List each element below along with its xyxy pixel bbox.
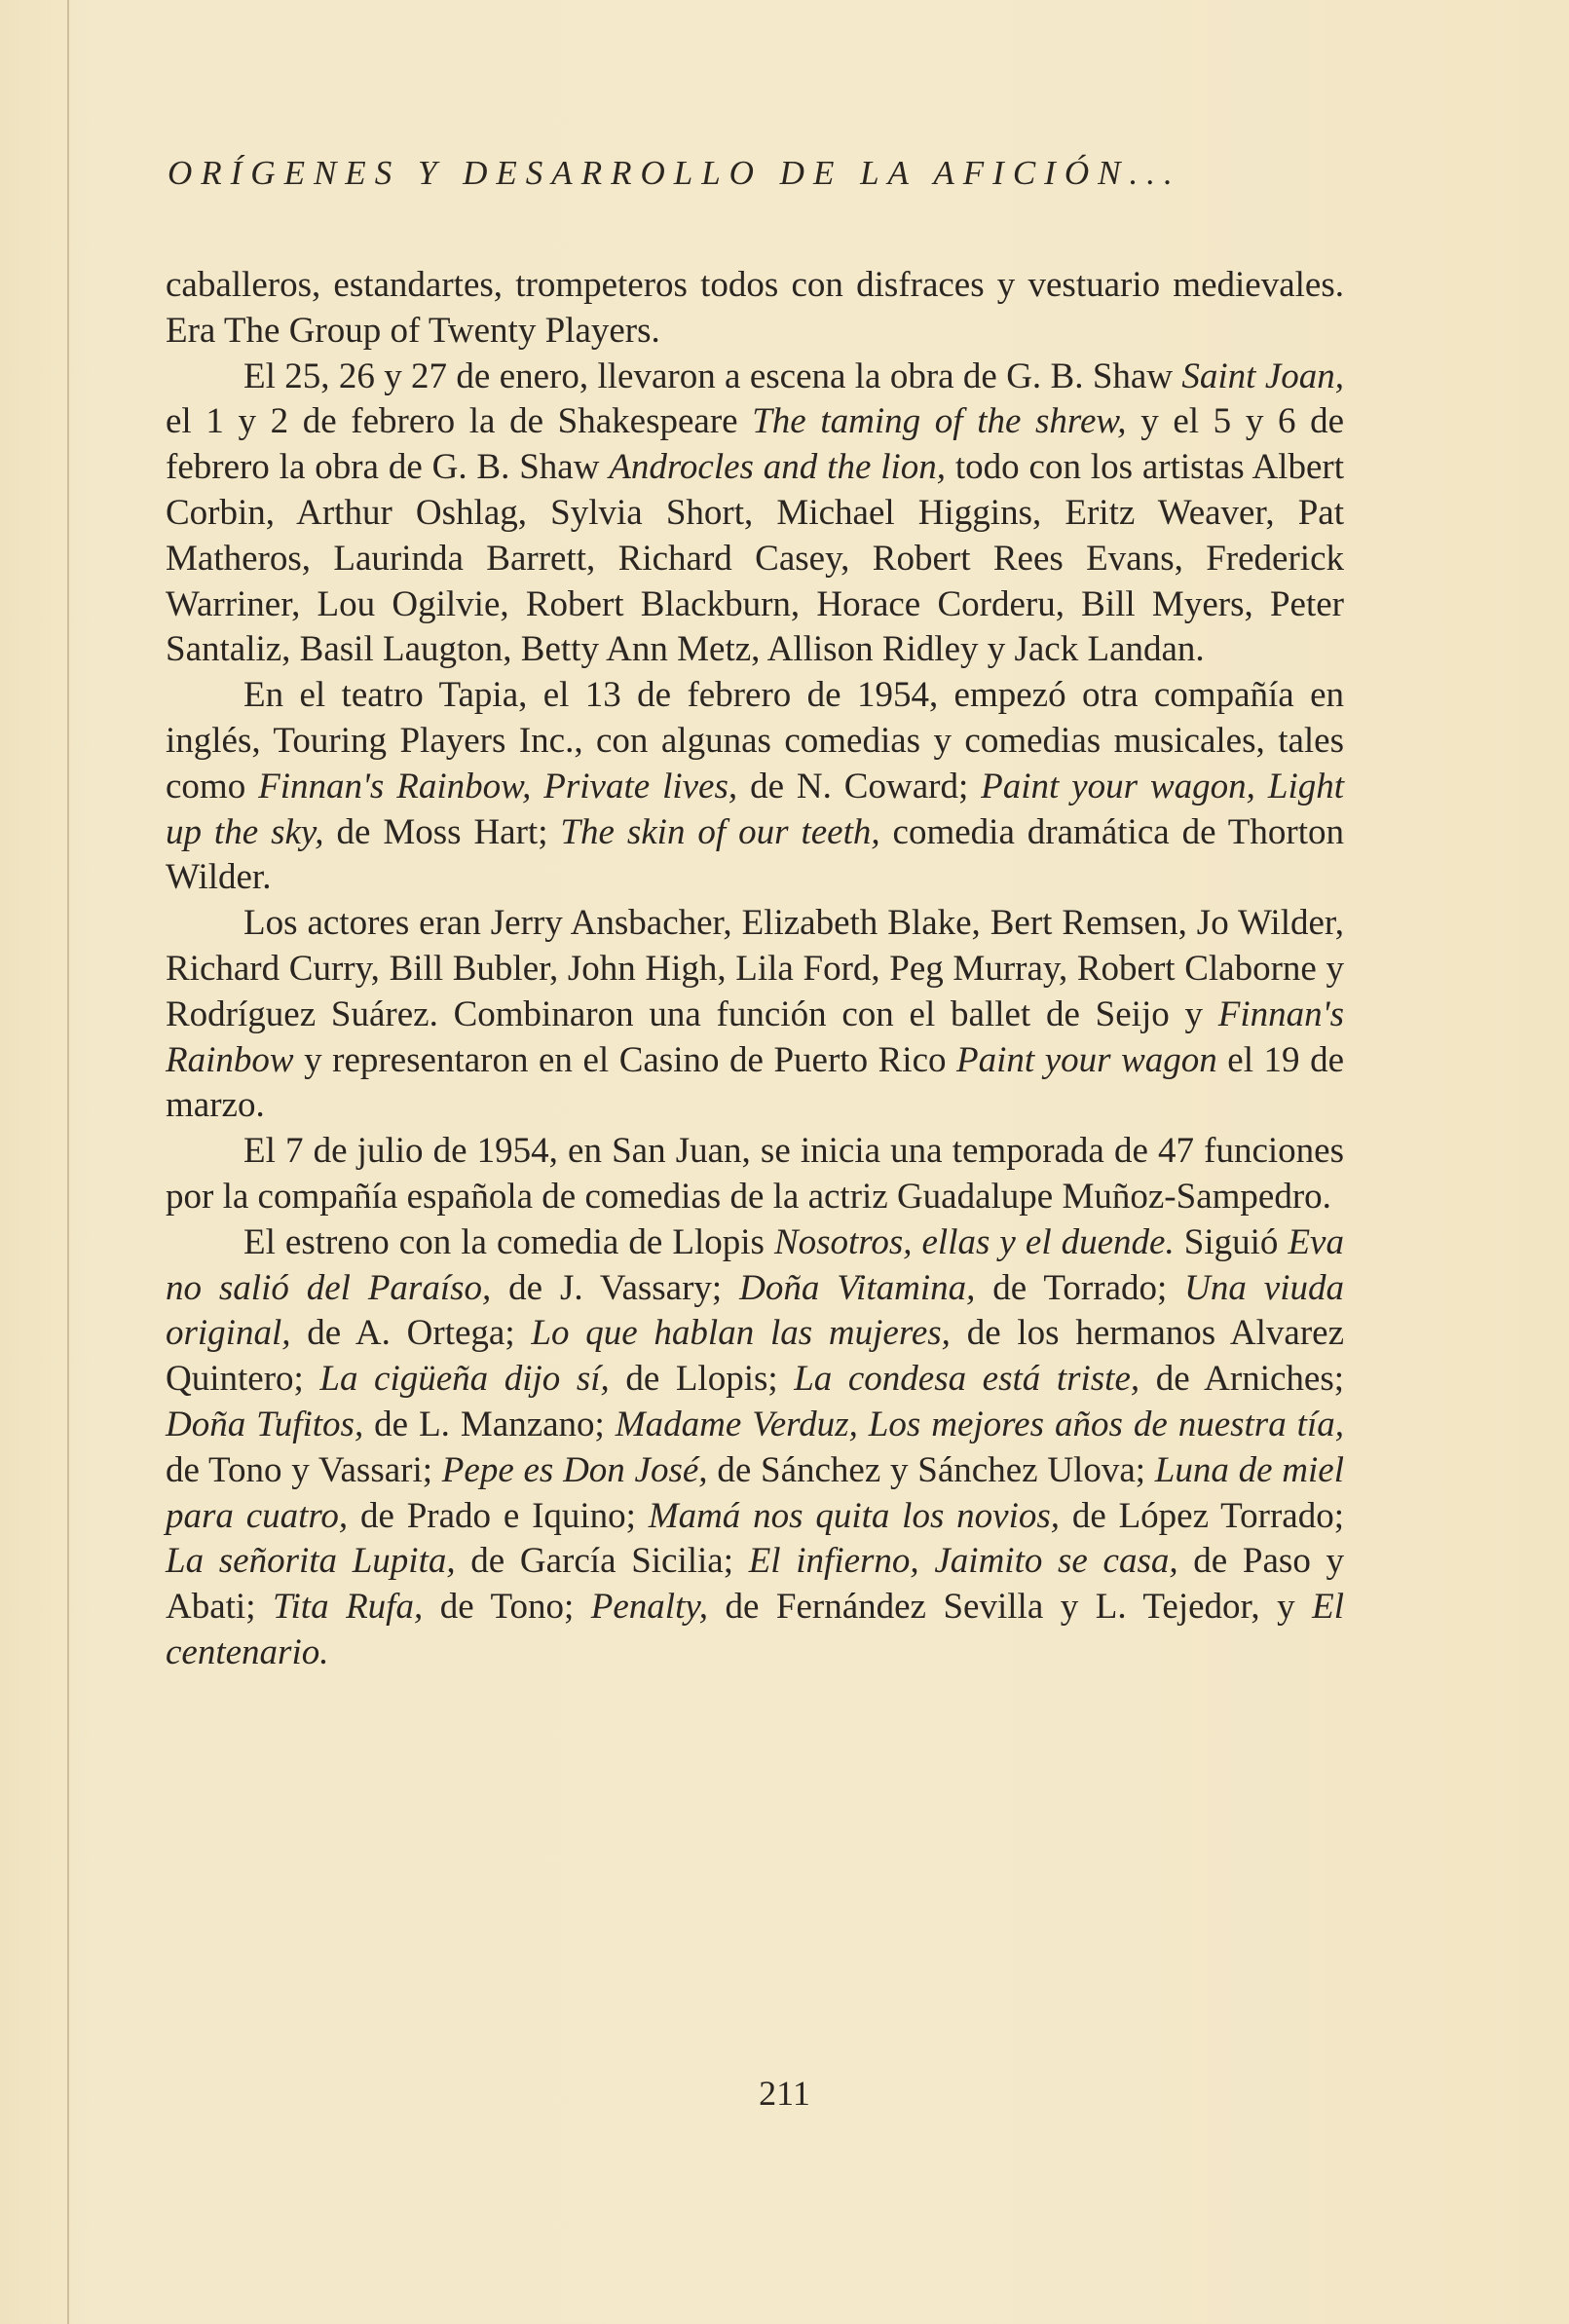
text-run: y representaron en el Casino de Puerto Rico bbox=[293, 1039, 957, 1080]
text-run: Siguió bbox=[1174, 1221, 1289, 1262]
work-title: Eva no salió del Paraíso, bbox=[166, 1221, 1344, 1308]
text-run: el 1 y 2 de febrero la de Shakespeare bbox=[166, 401, 753, 442]
text-run: comedia dramática de Thorton Wilder. bbox=[166, 811, 1344, 898]
text-run: de López Torrado; bbox=[1060, 1495, 1345, 1536]
text-run: El 25, 26 y 27 de enero, llevaron a escena la obra de G. B. Shaw bbox=[243, 356, 1182, 396]
text-run: de Prado e Iquino; bbox=[348, 1495, 649, 1536]
text-run: y el 5 y 6 de febrero la obra de G. B. Shaw bbox=[166, 401, 1345, 488]
work-title: Paint your wagon bbox=[956, 1039, 1217, 1080]
work-title: Tita Rufa, bbox=[272, 1587, 424, 1628]
work-title: Androcles and the lion, bbox=[609, 447, 947, 488]
text-run: de Tono; bbox=[423, 1587, 591, 1628]
text-run: de Moss Hart; bbox=[323, 811, 561, 852]
text-run: El estreno con la comedia de Llopis bbox=[243, 1221, 774, 1262]
work-title: Pepe es Don José, bbox=[441, 1449, 708, 1490]
work-title: Madame Verduz, Los mejores años de nuestra tía, bbox=[615, 1404, 1344, 1444]
work-title: Lo que hablan las mujeres, bbox=[531, 1313, 951, 1354]
text-run: de J. Vassary; bbox=[491, 1267, 740, 1308]
work-title: Doña Tufitos, bbox=[166, 1404, 364, 1444]
text-run: En el teatro Tapia, el 13 de febrero de 1954, empezó otra compañía en inglés, Touring Players Inc., con algunas comedias y comedias musicales, tales como bbox=[166, 675, 1344, 806]
text-run: de Fernández Sevilla y L. Tejedor, y bbox=[707, 1587, 1313, 1628]
work-title: Mamá nos quita los novios, bbox=[648, 1495, 1061, 1536]
binding-edge-line bbox=[67, 0, 69, 2324]
paragraph-5 bbox=[166, 1129, 1344, 1220]
work-title: Nosotros, ellas y el duende. bbox=[773, 1221, 1175, 1262]
text-run: caballeros, estandartes, trompeteros todos con disfraces y vestuario medievales. Era The Group of Twenty Players. bbox=[166, 265, 1344, 351]
text-run: de Torrado; bbox=[975, 1267, 1185, 1308]
page-number: 211 bbox=[759, 2074, 810, 2113]
text-run: de Paso y Abati; bbox=[166, 1541, 1345, 1628]
work-title: La cigüeña dijo sí, bbox=[319, 1359, 610, 1400]
paragraph-2 bbox=[166, 355, 1344, 674]
text-run: de L. Manzano; bbox=[363, 1404, 616, 1444]
work-title: Paint your wagon, Light up the sky, bbox=[166, 766, 1344, 852]
text-run: de Llopis; bbox=[609, 1359, 795, 1400]
work-title: La condesa está triste, bbox=[794, 1359, 1140, 1400]
paragraph-3 bbox=[166, 673, 1344, 901]
work-title: The taming of the shrew, bbox=[752, 401, 1127, 442]
body-text bbox=[166, 263, 1344, 1676]
paragraph-6 bbox=[166, 1220, 1344, 1676]
text-run: de Sánchez y Sánchez Ulova; bbox=[707, 1449, 1155, 1490]
work-title: El infierno, Jaimito se casa, bbox=[748, 1541, 1178, 1582]
work-title: Una viuda original, bbox=[166, 1267, 1344, 1354]
work-title: Doña Vitamina, bbox=[739, 1267, 976, 1308]
text-run: Los actores eran Jerry Ansbacher, Elizabeth Blake, Bert Remsen, Jo Wilder, Richard Curry, Bill Bubler, John High, Lila Ford, Peg Murray, Robert Claborne y Rodríguez Suárez. Combinaron una función con el ballet de Seijo y bbox=[166, 903, 1344, 1034]
running-head: ORÍGENES Y DESARROLLO DE LA AFICIÓN... bbox=[168, 154, 1181, 192]
work-title: La señorita Lupita, bbox=[166, 1541, 456, 1582]
text-run: de N. Coward; bbox=[737, 766, 982, 806]
work-title: Finnan's Rainbow bbox=[166, 993, 1344, 1080]
work-title: Luna de miel para cuatro, bbox=[166, 1449, 1345, 1536]
text-run: todo con los artistas Albert Corbin, Arthur Oshlag, Sylvia Short, Michael Higgins, Eritz Weaver, Pat Matheros, Laurinda Barrett, Richard Casey, Robert Rees Evans, Frederick Warriner, Lou Ogilvie, Robert Blackburn, Horace Corderu, Bill Myers, Peter Santaliz, Basil Laugton, Betty Ann Metz, Allison Ridley y Jack Landan. bbox=[166, 447, 1344, 670]
text-run: de A. Ortega; bbox=[290, 1313, 532, 1354]
text-run: El 7 de julio de 1954, en San Juan, se inicia una temporada de 47 funciones por la compañía española de comedias de la actriz Guadalupe Muñoz-Sampedro. bbox=[166, 1131, 1344, 1217]
text-run: el 19 de marzo. bbox=[166, 1039, 1344, 1126]
paragraph-4 bbox=[166, 901, 1344, 1129]
paragraph-1 bbox=[166, 263, 1344, 355]
work-title: Penalty, bbox=[590, 1587, 708, 1628]
text-run: de García Sicilia; bbox=[455, 1541, 749, 1582]
text-run: de Arniches; bbox=[1139, 1359, 1344, 1400]
work-title: El centenario. bbox=[166, 1587, 1345, 1672]
text-run: de los hermanos Alvarez Quintero; bbox=[166, 1313, 1345, 1400]
work-title: The skin of our teeth, bbox=[560, 811, 880, 852]
work-title: Finnan's Rainbow, Private lives, bbox=[258, 766, 738, 806]
text-run: de Tono y Vassari; bbox=[166, 1449, 442, 1490]
work-title: Saint Joan, bbox=[1181, 356, 1344, 396]
